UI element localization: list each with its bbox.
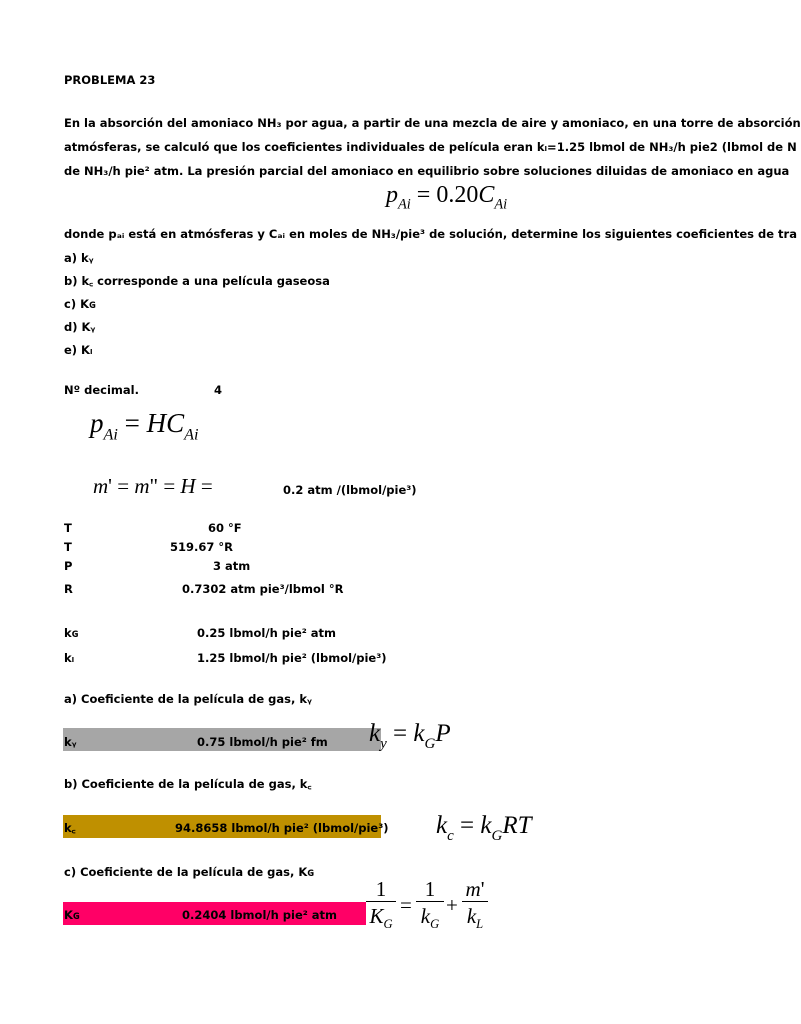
result-row-ky [63,728,381,751]
param-name: T [64,540,72,554]
coeff-name: kɢ [64,626,79,640]
result-name: k꜀ [64,821,76,835]
task-item: a) kᵧ [64,251,94,265]
task-item: d) Kᵧ [64,320,96,334]
param-name: P [64,559,73,573]
henry-constant-value: 0.2 atm /(lbmol/pie³) [283,483,417,497]
result-row-KG [63,902,366,925]
result-value: 94.8658 lbmol/h pie² (lbmol/pie³) [175,821,389,835]
task-item: e) Kₗ [64,343,93,357]
result-row-kc [63,815,389,838]
coeff-name: kₗ [64,651,75,665]
statement-line-2: atmósferas, se calculó que los coeficientes individuales de película eran kₗ=1.25 lbmol de NH₃/h pie2 (lbmol de N [64,140,797,154]
task-item: b) k꜀ corresponde a una película gaseosa [64,274,330,288]
param-value: 3 atm [213,559,251,573]
section-heading-a: a) Coeficiente de la película de gas, kᵧ [64,692,312,706]
henry-equation: $p_{Ai} = HC_{Ai}$ [90,408,199,444]
henry-constant-equation: m' = m" = H = [93,474,213,498]
param-name: T [64,521,72,535]
coeff-value: 0.25 lbmol/h pie² atm [197,626,337,640]
param-value: 519.67 °R [170,540,233,554]
task-item: c) Kɢ [64,297,97,311]
result-name: Kɢ [64,908,81,922]
page-title: PROBLEMA 23 [64,73,156,87]
decimals-label: Nº decimal. [64,383,139,397]
result-value: 0.2404 lbmol/h pie² atm [182,908,338,922]
formula-ky: $k_y = k_GP$ [369,720,451,752]
param-value: 0.7302 atm pie³/lbmol °R [182,582,344,596]
section-heading-c: c) Coeficiente de la película de gas, Kɢ [64,865,315,879]
coeff-value: 1.25 lbmol/h pie² (lbmol/pie³) [197,651,387,665]
param-value: 60 °F [208,521,242,535]
statement-line-1: En la absorción del amoniaco NH₃ por agua, a partir de una mezcla de aire y amoniaco, en una torre de absorción [64,116,801,130]
formula-kc: $k_c = k_GRT$ [436,812,532,844]
result-value: 0.75 lbmol/h pie² fm [197,735,328,749]
result-name: kᵧ [64,735,77,749]
equilibrium-equation: $p_{Ai} = 0.20C_{Ai}$ [386,182,508,213]
statement-line-3: de NH₃/h pie² atm. La presión parcial del amoniaco en equilibrio sobre soluciones diluidas de amoniaco en agua [64,164,790,178]
section-heading-b: b) Coeficiente de la película de gas, k꜀ [64,777,312,791]
decimals-value: 4 [214,383,223,397]
statement-line-4: donde pₐᵢ está en atmósferas y Cₐᵢ en moles de NH₃/pie³ de solución, determine los siguientes coeficientes de tra [64,227,797,241]
param-name: R [64,582,73,596]
